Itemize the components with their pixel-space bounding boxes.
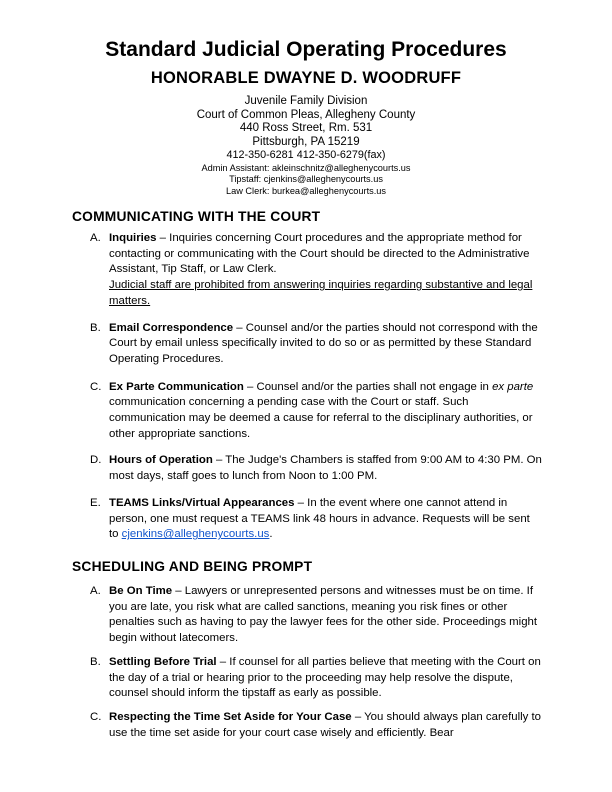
item-text: – You should always plan carefully to use the time set aside for your court case wisely and efficiently. Bear (109, 710, 541, 739)
phone-line: 412-350-6281 412-350-6279(fax) (226, 149, 386, 162)
item-text: – If counsel for all parties believe that meeting with the Court on the day of a trial or hearing prior to the proceeding may help resolve the dispute, counsel should inform the tipstaff as early as possible. (109, 655, 541, 700)
street-line: 440 Ross Street, Rm. 531 (239, 122, 373, 135)
list-item-hours-of-operation (72, 453, 542, 484)
item-title: Respecting the Time Set Aside for Your Case (109, 710, 352, 723)
item-title: TEAMS Links/Virtual Appearances (109, 496, 295, 509)
item-text: – Counsel and/or the parties should not correspond with the Court by email unless specifically invited to do so or as permitted by these Standard Operating Procedures. (109, 321, 538, 365)
item-title: Hours of Operation (109, 454, 213, 467)
item-text: – Counsel and/or the parties shall not engage in (243, 380, 493, 393)
address-block (0, 95, 612, 197)
section-heading-scheduling: SCHEDULING AND BEING PROMPT (72, 559, 313, 574)
item-marker: B. (90, 321, 101, 334)
list-item-inquiries (72, 231, 542, 310)
item-title: Inquiries (109, 232, 157, 244)
item-text-end: . (269, 528, 273, 541)
item-marker: A. (90, 585, 101, 597)
division-line: Juvenile Family Division (244, 95, 368, 107)
list-item-be-on-time (72, 584, 542, 647)
document-title: Standard Judicial Operating Procedures (105, 38, 507, 61)
item-marker: B. (90, 655, 101, 668)
item-marker: D. (90, 454, 102, 467)
tipstaff-contact: Tipstaff: cjenkins@alleghenycourts.us (229, 174, 383, 185)
item-marker: A. (90, 232, 101, 244)
item-text: – The Judge's Chambers is staffed from 9:00 AM to 4:30 PM. On most days, staff goes to lunch from Noon to 1:00 PM. (109, 454, 542, 483)
item-text: – Lawyers or unrepresented persons and witnesses must be on time. If you are late, you risk what are called sanctions, meaning you risk fines or other penalties such as having to pay the lawyer fees for the other side. Proceedings might begin without latecomers. (109, 585, 538, 645)
court-line: Court of Common Pleas, Allegheny County (196, 108, 416, 121)
scheduling-list (72, 584, 542, 741)
communicating-list (72, 231, 542, 543)
item-text: – In the event where one cannot attend in person, one must request a TEAMS link 48 hours in advance. Requests will be sent to (109, 496, 530, 541)
item-marker: C. (90, 380, 102, 393)
item-title: Be On Time (109, 585, 173, 597)
item-title: Ex Parte Communication (109, 380, 244, 393)
law-clerk-contact: Law Clerk: burkea@alleghenycourts.us (226, 185, 386, 196)
item-underlined-note: Judicial staff are prohibited from answering inquiries regarding substantive and legal matters. (109, 279, 533, 307)
list-item-teams-links (72, 496, 542, 543)
list-item-ex-parte (72, 380, 542, 443)
list-item-email-correspondence (72, 321, 542, 368)
admin-assistant-contact: Admin Assistant: akleinschnitz@alleghenycourts.us (201, 162, 411, 173)
item-title: Email Correspondence (109, 321, 234, 334)
section-heading-communicating: COMMUNICATING WITH THE COURT (72, 209, 321, 224)
item-title: Settling Before Trial (109, 655, 217, 668)
judge-name: HONORABLE DWAYNE D. WOODRUFF (150, 69, 462, 87)
item-marker: E. (90, 496, 101, 509)
item-marker: C. (90, 710, 102, 723)
item-text: – Inquiries concerning Court procedures and the appropriate method for contacting or communicating with the Court should be directed to the Administrative Assistant, Tip Staff, or Law Clerk. (109, 232, 530, 276)
list-item-respecting-time (72, 710, 542, 741)
list-item-settling-before-trial (72, 655, 542, 702)
tipstaff-email-link[interactable]: cjenkins@alleghenycourts.us (121, 528, 270, 541)
item-italic-term: ex parte (492, 380, 534, 393)
city-line: Pittsburgh, PA 15219 (252, 135, 360, 148)
item-text-continued: communication concerning a pending case with the Court or staff. Such communication may be deemed a cause for referral to the disciplinary authorities, or other appropriate sanctions. (109, 396, 533, 440)
